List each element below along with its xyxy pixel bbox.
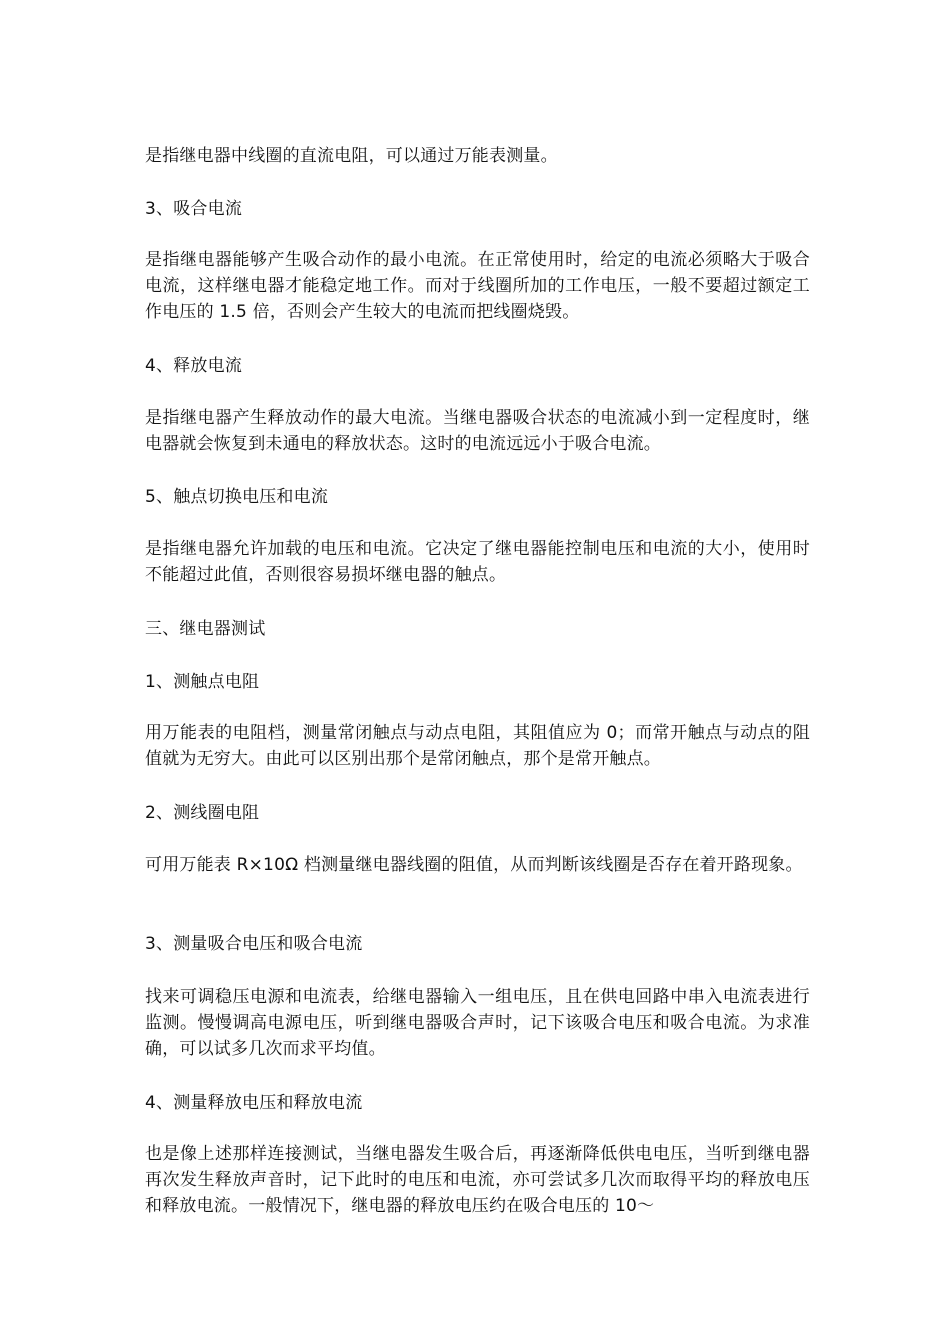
heading-release-voltage-test: 4、测量释放电压和释放电流 (145, 1093, 363, 1113)
paragraph-coil-resistance-test: 可用万能表 R×10Ω 档测量继电器线圈的阻值，从而判断该线圈是否存在着开路现象。 (145, 855, 803, 875)
paragraph-release-current: 是指继电器产生释放动作的最大电流。当继电器吸合状态的电流减小到一定程度时，继电器就会恢复到未通电的释放状态。这时的电流远远小于吸合电流。 (145, 408, 810, 454)
heading-pull-in-current: 3、吸合电流 (145, 199, 243, 219)
paragraph-pull-in-voltage-test: 找来可调稳压电源和电流表，给继电器输入一组电压，且在供电回路中串入电流表进行监测。慢慢调高电源电压，听到继电器吸合声时，记下该吸合电压和吸合电流。为求准确，可以试多几次而求平均值。 (145, 987, 810, 1059)
heading-relay-testing: 三、继电器测试 (145, 619, 266, 639)
heading-pull-in-voltage-test: 3、测量吸合电压和吸合电流 (145, 934, 363, 954)
paragraph-coil-resistance: 是指继电器中线圈的直流电阻，可以通过万能表测量。 (145, 146, 558, 166)
paragraph-contact-resistance-test: 用万能表的电阻档，测量常闭触点与动点电阻，其阻值应为 0；而常开触点与动点的阻值就为无穷大。由此可以区别出那个是常闭触点，那个是常开触点。 (145, 723, 810, 769)
paragraph-release-voltage-test: 也是像上述那样连接测试，当继电器发生吸合后，再逐渐降低供电电压，当听到继电器再次发生释放声音时，记下此时的电压和电流，亦可尝试多几次而取得平均的释放电压和释放电流。一般情况下，继电器的释放电压约在吸合电压的 10～ (145, 1144, 810, 1216)
paragraph-contact-switching: 是指继电器允许加载的电压和电流。它决定了继电器能控制电压和电流的大小，使用时不能超过此值，否则很容易损坏继电器的触点。 (145, 539, 810, 585)
heading-release-current: 4、释放电流 (145, 356, 243, 376)
heading-contact-resistance-test: 1、测触点电阻 (145, 672, 260, 692)
heading-coil-resistance-test: 2、测线圈电阻 (145, 803, 260, 823)
paragraph-pull-in-current: 是指继电器能够产生吸合动作的最小电流。在正常使用时，给定的电流必须略大于吸合电流，这样继电器才能稳定地工作。而对于线圈所加的工作电压，一般不要超过额定工作电压的 1.5 倍，否则会产生较大的电流而把线圈烧毁。 (145, 250, 810, 322)
heading-contact-switching: 5、触点切换电压和电流 (145, 487, 329, 507)
